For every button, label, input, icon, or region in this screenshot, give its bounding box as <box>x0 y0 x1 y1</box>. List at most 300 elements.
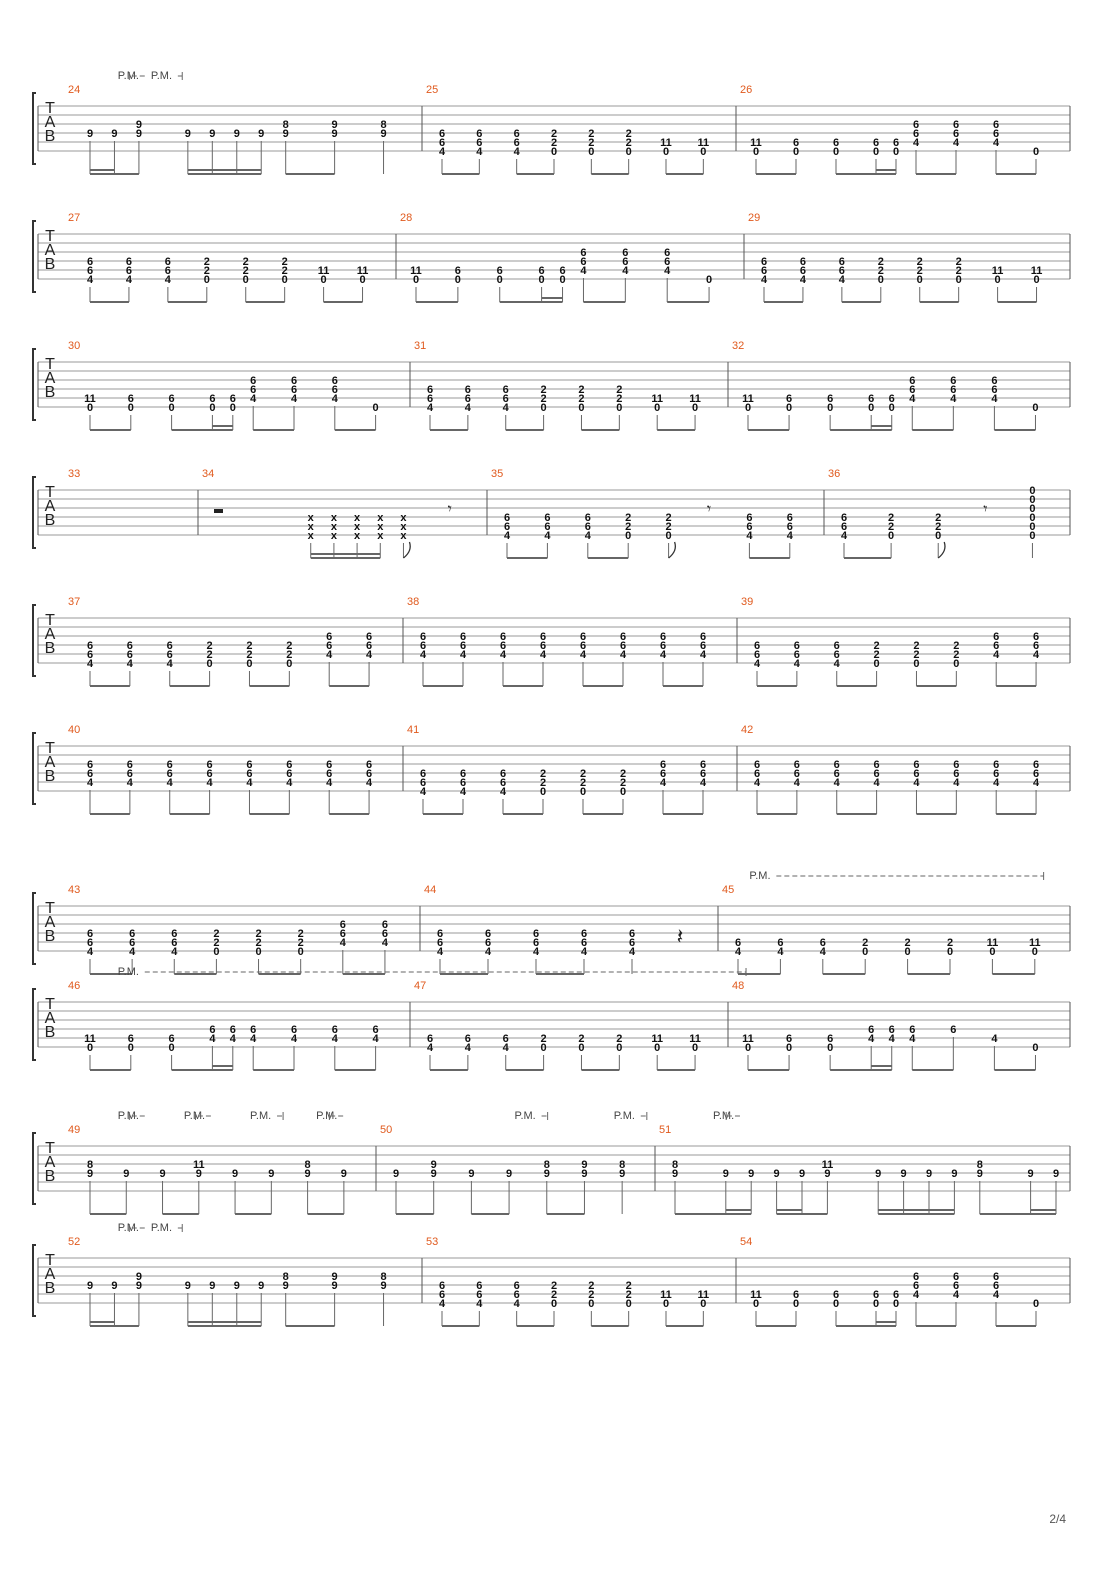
tab-note: 11 <box>356 265 369 277</box>
tab-note: 4 <box>699 649 707 661</box>
palm-mute-label: P.M. <box>712 1110 735 1122</box>
tab-clef-letter: T <box>45 228 55 245</box>
tab-note: 11 <box>986 937 999 949</box>
tab-note: 2 <box>946 937 954 949</box>
tab-note: 2 <box>665 512 672 524</box>
tab-note: 6 <box>872 137 880 149</box>
measure-number: 51 <box>659 1124 672 1136</box>
palm-mute-label: P.M. <box>514 1110 536 1122</box>
tab-note: 6 <box>580 247 587 259</box>
tab-note: 6 <box>127 393 134 405</box>
measure-number: 27 <box>68 212 81 224</box>
tab-note: 2 <box>916 265 923 277</box>
tab-note: 6 <box>952 1280 960 1292</box>
tab-note: 4 <box>125 274 132 286</box>
tab-note: 4 <box>993 649 1000 661</box>
tab-note: x <box>400 512 407 524</box>
tab-note: 4 <box>868 1033 875 1045</box>
tab-note: 0 <box>1032 1042 1039 1054</box>
tab-note: 4 <box>513 1298 520 1310</box>
tab-note: 9 <box>798 1168 806 1180</box>
tab-note: 0 <box>1032 402 1039 414</box>
tab-note: 11 <box>660 1289 672 1301</box>
tab-note: 0 <box>213 946 220 958</box>
tab-note: 9 <box>951 1168 958 1180</box>
tab-note: 6 <box>126 768 133 780</box>
tab-note: 6 <box>459 768 467 780</box>
tab-note: 2 <box>539 777 547 789</box>
tab-clef-letter: B <box>44 1168 56 1185</box>
tab-note: 6 <box>892 137 900 149</box>
tab-note: 4 <box>746 530 753 542</box>
tab-note: 4 <box>438 1298 446 1310</box>
tab-note: 0 <box>1029 521 1036 533</box>
tab-note: 4 <box>426 1042 434 1054</box>
tab-clef-letter: A <box>44 242 56 259</box>
tab-note: 6 <box>786 512 793 524</box>
tab-note: 0 <box>654 1042 661 1054</box>
tab-note: 11 <box>651 393 664 405</box>
tab-clef-letter: T <box>45 900 55 917</box>
tab-note: 9 <box>184 1280 191 1292</box>
tab-note: 0 <box>1032 146 1040 158</box>
tab-note: x <box>377 530 384 542</box>
tab-note: 2 <box>619 768 627 780</box>
tab-note: 9 <box>380 1280 387 1292</box>
measure-number: 32 <box>732 340 745 352</box>
tab-note: 6 <box>539 640 547 652</box>
tab-note: 0 <box>616 1042 623 1054</box>
tab-note: 4 <box>912 137 920 149</box>
tab-note: 2 <box>888 512 895 524</box>
tab-clef-letter: A <box>44 1010 56 1027</box>
tab-note: 4 <box>833 658 840 670</box>
tab-note: 6 <box>840 521 848 533</box>
tab-note: 6 <box>206 768 213 780</box>
tab-note: 6 <box>250 1024 257 1036</box>
tab-note: 11 <box>84 1033 96 1045</box>
tab-note: 6 <box>125 256 132 268</box>
tab-note: 9 <box>392 1168 400 1180</box>
tab-note: 6 <box>544 521 551 533</box>
tab-note: 6 <box>372 1024 379 1036</box>
tab-note: 8 <box>282 119 289 131</box>
tab-clef-letter: B <box>44 384 56 401</box>
tab-note: 6 <box>699 631 707 643</box>
tab-note: 6 <box>579 640 587 652</box>
tab-note: 9 <box>135 1271 142 1283</box>
tab-note: 9 <box>543 1168 550 1180</box>
tab-note: 4 <box>991 1033 998 1045</box>
measure-number: 38 <box>407 596 420 608</box>
tab-note: 0 <box>168 402 175 414</box>
tab-note: 6 <box>419 631 427 643</box>
tab-note: 6 <box>793 759 800 771</box>
tab-note: 6 <box>331 375 338 387</box>
tab-note: 4 <box>476 1298 483 1310</box>
tab-note: 2 <box>550 1289 558 1301</box>
tab-note: 0 <box>955 274 962 286</box>
tab-note: 4 <box>381 937 388 949</box>
tab-note: 4 <box>579 649 587 661</box>
tab-note: 0 <box>255 946 262 958</box>
tab-note: 4 <box>664 265 671 277</box>
tab-note: 0 <box>872 1298 880 1310</box>
tab-note: 6 <box>786 521 793 533</box>
tab-note: 4 <box>286 777 293 789</box>
tab-note: 11 <box>317 265 330 277</box>
tab-note: 0 <box>538 274 545 286</box>
tab-note: 2 <box>579 777 587 789</box>
tab-note: 2 <box>616 384 623 396</box>
tab-note: 0 <box>786 1042 793 1054</box>
tab-note: 2 <box>540 1033 547 1045</box>
tab-note: 6 <box>339 928 346 940</box>
tab-note: 2 <box>862 937 869 949</box>
tab-note: 9 <box>976 1168 983 1180</box>
tab-note: 2 <box>625 128 632 140</box>
tab-note: 6 <box>166 759 173 771</box>
tab-note: 9 <box>1027 1168 1034 1180</box>
tab-note: 6 <box>832 1289 840 1301</box>
tab-note: 0 <box>888 402 895 414</box>
tab-note: 8 <box>380 1271 387 1283</box>
tab-note: 4 <box>326 777 333 789</box>
tab-note: 11 <box>410 265 422 277</box>
tab-note: 4 <box>753 777 761 789</box>
tab-note: 2 <box>588 128 595 140</box>
tab-note: 6 <box>86 768 94 780</box>
tab-note: 0 <box>168 1042 175 1054</box>
tab-note: 9 <box>430 1168 437 1180</box>
tab-note: 11 <box>697 1289 710 1301</box>
tab-note: 6 <box>786 393 793 405</box>
tab-note: 6 <box>580 937 588 949</box>
palm-mute-label: P.M. <box>150 1222 173 1234</box>
tab-note: 6 <box>513 1289 520 1301</box>
tab-note: 0 <box>578 402 585 414</box>
eighth-flag <box>403 542 410 558</box>
tab-note: 6 <box>912 128 920 140</box>
tab-note: 2 <box>203 256 210 268</box>
tab-note: 2 <box>540 384 547 396</box>
tab-note: 4 <box>793 658 800 670</box>
tab-note: 9 <box>1052 1168 1060 1180</box>
tab-note: 2 <box>588 137 595 149</box>
tab-note: 4 <box>532 946 540 958</box>
tab-note: 0 <box>625 530 632 542</box>
tab-note: 4 <box>513 146 520 158</box>
tab-note: 0 <box>744 402 752 414</box>
tab-note: 0 <box>127 402 134 414</box>
tab-note: 2 <box>242 265 249 277</box>
tab-note: 4 <box>819 946 826 958</box>
tab-note: 9 <box>159 1168 166 1180</box>
tab-note: 0 <box>229 402 236 414</box>
system-bracket <box>33 989 36 1060</box>
tab-note: 0 <box>662 1298 670 1310</box>
tab-note: 9 <box>925 1168 933 1180</box>
tab-note: 6 <box>622 256 629 268</box>
tab-note: 9 <box>232 1168 239 1180</box>
tab-note: 2 <box>297 937 304 949</box>
tab-note: 2 <box>213 928 220 940</box>
tab-note: 4 <box>86 658 94 670</box>
tab-note: 11 <box>1028 937 1041 949</box>
tab-note: 6 <box>86 649 94 661</box>
tab-note: 2 <box>625 1289 632 1301</box>
tab-note: 0 <box>412 274 420 286</box>
tab-note: 6 <box>496 265 503 277</box>
tab-note: 11 <box>651 1033 664 1045</box>
tab-note: 2 <box>578 1033 585 1045</box>
tab-note: 2 <box>540 393 547 405</box>
tab-note: 6 <box>992 1271 1000 1283</box>
tab-note: 4 <box>760 274 768 286</box>
palm-mute-label: P.M. <box>117 1222 139 1234</box>
tab-clef-letter: B <box>44 128 56 145</box>
tab-note: 4 <box>86 274 94 286</box>
system-bracket <box>33 733 36 804</box>
tab-note: 6 <box>746 512 753 524</box>
tab-note: 6 <box>992 128 1000 140</box>
tab-note: 6 <box>580 928 588 940</box>
tab-note: 6 <box>438 137 446 149</box>
tab-note: 0 <box>827 1042 834 1054</box>
tab-note: 6 <box>544 512 551 524</box>
tab-note: 6 <box>832 137 840 149</box>
tab-note: 2 <box>206 640 213 652</box>
tab-note: 6 <box>86 640 94 652</box>
tab-note: 6 <box>229 1024 236 1036</box>
tab-note: x <box>330 512 337 524</box>
tab-note: 2 <box>913 649 920 661</box>
tab-note: 0 <box>203 274 210 286</box>
tab-note: 4 <box>499 786 507 798</box>
eighth-rest: 𝄾 <box>706 499 712 518</box>
tab-note: 9 <box>268 1168 275 1180</box>
palm-mute-label: P.M. <box>250 1110 272 1122</box>
tab-note: x <box>307 521 314 533</box>
tab-note: 0 <box>625 146 632 158</box>
tab-note: 6 <box>760 256 768 268</box>
tab-note: 9 <box>184 128 191 140</box>
tab-note: 6 <box>339 919 346 931</box>
tab-note: 0 <box>286 658 293 670</box>
tab-note: 6 <box>129 937 136 949</box>
tab-note: 6 <box>746 521 753 533</box>
measure-number: 30 <box>68 340 81 352</box>
tab-note: 2 <box>873 640 880 652</box>
tab-note: 6 <box>912 119 920 131</box>
tab-clef-letter: A <box>44 1266 56 1283</box>
measure-number: 49 <box>68 1124 81 1136</box>
tab-note: 0 <box>877 274 884 286</box>
tab-note: 6 <box>206 759 213 771</box>
tab-note: 2 <box>203 265 210 277</box>
tab-note: 4 <box>246 777 253 789</box>
tab-note: 4 <box>584 530 591 542</box>
system-bracket <box>33 221 36 292</box>
tab-note: 6 <box>628 928 636 940</box>
tab-note: 6 <box>793 768 800 780</box>
tab-note: 6 <box>366 631 373 643</box>
tab-note: 6 <box>464 1033 471 1045</box>
tab-note: 6 <box>166 768 173 780</box>
tab-note: 6 <box>438 128 446 140</box>
measure-number: 50 <box>380 1124 393 1136</box>
tab-note: 0 <box>792 146 800 158</box>
tab-note: 6 <box>366 768 373 780</box>
tab-note: 0 <box>862 946 869 958</box>
tab-note: 6 <box>840 512 848 524</box>
tab-note: 0 <box>916 274 923 286</box>
tab-note: 6 <box>950 384 957 396</box>
tab-note: 6 <box>164 256 171 268</box>
tab-note: 6 <box>532 937 540 949</box>
measure-number: 44 <box>424 884 437 896</box>
tab-note: 0 <box>700 146 707 158</box>
tab-note: 6 <box>753 768 761 780</box>
tab-note: 6 <box>950 375 957 387</box>
tab-note: 0 <box>579 786 587 798</box>
eighth-flag <box>938 542 945 558</box>
tab-note: 0 <box>752 146 760 158</box>
tab-note: 6 <box>993 768 1000 780</box>
tab-note: 6 <box>873 768 880 780</box>
tab-note: 0 <box>872 146 880 158</box>
tab-note: 4 <box>993 777 1000 789</box>
measure-number: 52 <box>68 1236 81 1248</box>
tab-note: 6 <box>838 265 845 277</box>
tab-note: 4 <box>171 946 178 958</box>
tab-note: 2 <box>913 640 920 652</box>
tab-note: 4 <box>502 402 509 414</box>
tab-note: 6 <box>950 1024 957 1036</box>
tab-note: 6 <box>459 777 467 789</box>
tab-note: 6 <box>699 768 707 780</box>
tab-note: 6 <box>381 928 388 940</box>
tab-note: 6 <box>513 137 520 149</box>
tab-note: 0 <box>665 530 672 542</box>
tab-note: 6 <box>1033 631 1040 643</box>
tab-note: 9 <box>195 1168 202 1180</box>
tab-note: 4 <box>503 530 511 542</box>
quarter-rest: 𝄽 <box>676 925 684 950</box>
tab-note: 6 <box>171 937 178 949</box>
tab-note: 11 <box>689 393 701 405</box>
tab-note: 4 <box>206 777 213 789</box>
tab-note: 9 <box>86 1168 94 1180</box>
tab-note: 6 <box>426 393 434 405</box>
tab-note: 9 <box>209 1280 216 1292</box>
tab-note: 2 <box>625 137 632 149</box>
tab-note: 0 <box>540 402 547 414</box>
tab-note: 6 <box>366 640 373 652</box>
tab-note: 6 <box>459 640 467 652</box>
tab-note: 0 <box>559 274 566 286</box>
tab-note: 6 <box>792 1289 800 1301</box>
tab-note: 6 <box>426 384 434 396</box>
tab-note: 0 <box>550 146 558 158</box>
tab-note: 6 <box>484 937 492 949</box>
tab-note: 4 <box>909 1033 916 1045</box>
tab-note: 0 <box>454 274 461 286</box>
tab-note: 9 <box>748 1168 755 1180</box>
tab-note: 6 <box>290 1024 298 1036</box>
tab-note: 6 <box>419 640 427 652</box>
tab-note: 0 <box>1032 1298 1040 1310</box>
tab-note: 4 <box>838 274 845 286</box>
tab-note: 11 <box>821 1159 834 1171</box>
measure-number: 28 <box>400 212 413 224</box>
tab-note: 0 <box>588 146 595 158</box>
tab-note: 4 <box>952 1289 960 1301</box>
tab-note: 0 <box>1029 512 1036 524</box>
tab-note: 6 <box>622 247 629 259</box>
tab-note: 11 <box>697 137 710 149</box>
tab-note: 4 <box>580 265 587 277</box>
tab-note: 6 <box>909 375 916 387</box>
tab-note: 6 <box>250 375 257 387</box>
tab-note: 2 <box>873 649 880 661</box>
tab-note: 6 <box>438 1289 446 1301</box>
tab-note: 4 <box>734 946 742 958</box>
tab-note: 9 <box>671 1168 679 1180</box>
tab-note: 4 <box>86 946 94 958</box>
tab-note: 6 <box>992 1280 1000 1292</box>
tab-note: 9 <box>506 1168 513 1180</box>
tab-note: 6 <box>331 1024 338 1036</box>
tab-note: 0 <box>496 274 503 286</box>
tab-note: 0 <box>588 1298 595 1310</box>
tab-note: 9 <box>233 1280 240 1292</box>
tab-note: 0 <box>616 402 623 414</box>
tab-note: 4 <box>799 274 806 286</box>
tab-note: 2 <box>213 937 220 949</box>
measure-number: 40 <box>68 724 81 736</box>
measure-number: 45 <box>722 884 735 896</box>
tab-note: 6 <box>760 265 768 277</box>
tab-note: 6 <box>499 768 507 780</box>
tab-note: 4 <box>950 393 957 405</box>
tab-note: 6 <box>476 1280 483 1292</box>
tab-note: 4 <box>499 649 507 661</box>
tab-note: 4 <box>419 649 427 661</box>
tab-note: 9 <box>258 128 265 140</box>
tab-note: 6 <box>476 1289 483 1301</box>
tab-note: 6 <box>952 1271 960 1283</box>
tab-note: 6 <box>892 1289 900 1301</box>
tab-note: 8 <box>304 1159 311 1171</box>
tab-note: 4 <box>436 946 444 958</box>
tab-note: 6 <box>913 768 920 780</box>
tab-note: 6 <box>209 1024 216 1036</box>
tab-note: 6 <box>502 384 509 396</box>
tab-note: 6 <box>250 384 257 396</box>
tab-note: 2 <box>246 640 253 652</box>
tab-note: 4 <box>426 402 434 414</box>
measure-number: 46 <box>68 980 81 992</box>
tab-clef-letter: T <box>45 356 55 373</box>
tab-note: 0 <box>892 146 900 158</box>
measure-number: 37 <box>68 596 81 608</box>
tab-note: 2 <box>539 768 547 780</box>
tab-note: 0 <box>935 530 942 542</box>
tab-note: 4 <box>331 1033 338 1045</box>
tab-note: 6 <box>464 393 471 405</box>
tab-note: 2 <box>955 256 962 268</box>
